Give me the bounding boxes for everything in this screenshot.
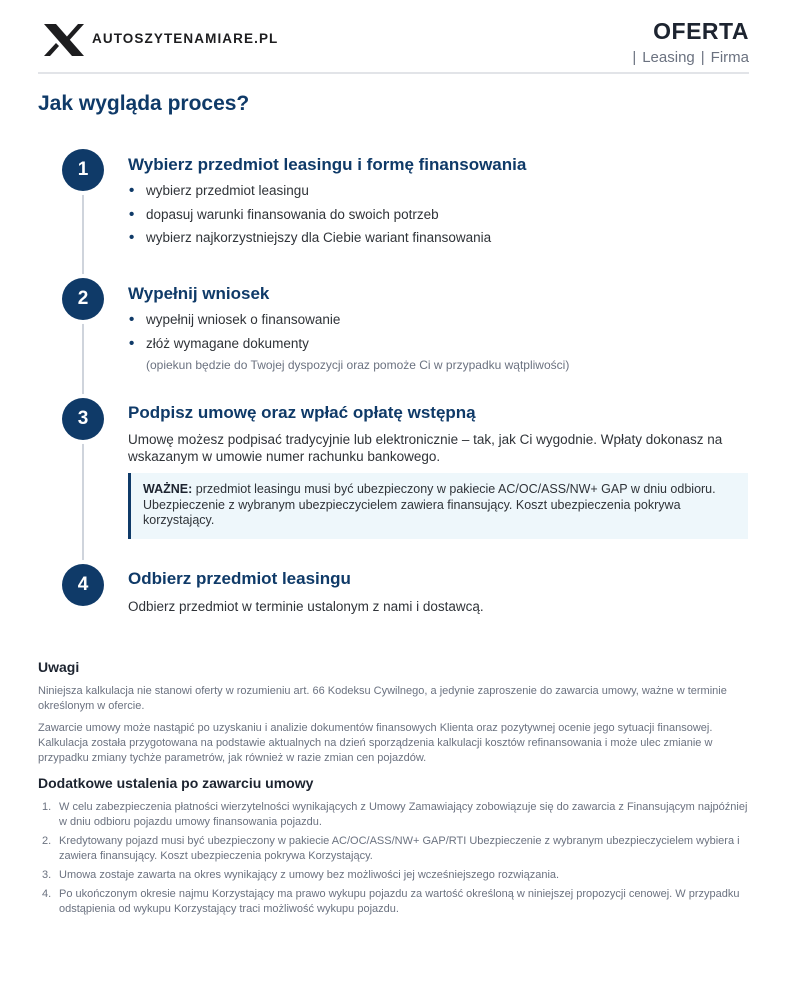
list-item-text: W celu zabezpieczenia płatności wierzytelności wynikających z Umowy Zamawiający zobowiązuje się do zawarcia z Finansującym najpóźniej w dniu odbioru pojazdu umowy finansowania pojazdu. [59,801,748,828]
offer-title: OFERTA [653,18,749,44]
remarks-paragraph-1: Niniejsza kalkulacja nie stanowi oferty w rozumieniu art. 66 Kodeksu Cywilnego, a jedynie zaproszenie do zawarcia umowy, ważne w terminie określonym w ofercie. [38,685,727,712]
step-1-number: 1 [62,149,104,191]
list-item-text: Umowa zostaje zawarta na okres wynikający z umowy bez możliwości jej wcześniejszego rozwiązania. [59,869,560,881]
list-item: • złóż wymagane dokumenty [128,334,340,358]
offer-type-firma: Firma [710,49,749,66]
list-item [38,834,748,864]
remarks-paragraph-2: Zawarcie umowy może nastąpić po uzyskaniu i analizie dokumentów finansowych Klienta oraz pozytywnej ocenie jego sytuacji finansowej. Kalkulacja została przygotowana na podstawie aktualnych na dzień sporządzenia kalkulacji kosztów refinansowania i może ulec zmianie w przypadku zmiany tychże parametrów, jak również w razie zmian cen pojazdów. [38,722,713,764]
list-item-number: 4. [42,888,52,900]
list-item-number: 2. [42,835,52,847]
offer-type-leasing: Leasing [642,49,695,66]
list-item: • wypełnij wniosek o finansowanie [128,310,340,334]
step-2-title: Wypełnij wniosek [128,284,270,303]
brand-name: AUTOSZYTENAMIARE.PL [92,31,279,46]
important-callout [128,473,748,539]
step-3-title: Podpisz umowę oraz wpłać opłatę wstępną [128,403,476,422]
step-4-text: Odbierz przedmiot w terminie ustalonym z nami i dostawcą. [128,599,484,614]
step-3-text: Umowę możesz podpisać tradycyjnie lub elektronicznie – tak, jak Ci wygodnie. Wpłaty dokonasz na wskazanym w umowie numer rachunku bankowego. [128,432,723,464]
remarks-title: Uwagi [38,659,80,675]
list-item [38,868,748,883]
process-title: Jak wygląda proces? [38,92,250,115]
additional-title: Dodatkowe ustalenia po zawarciu umowy [38,775,314,791]
list-item [38,800,748,830]
step-1-bullets [128,181,491,252]
list-item [38,887,748,917]
step-2-number: 2 [62,278,104,320]
callout-text: przedmiot leasingu musi być ubezpieczony w pakiecie AC/OC/ASS/NW+ GAP w dniu odbioru. Ubezpieczenie z wybranym ubezpieczycielem zawiera finansujący. Koszt ubezpieczenia pokrywa korzystający. [143,482,716,527]
step-1-title: Wybierz przedmiot leasingu i formę finansowania [128,155,527,174]
step-2-note: (opiekun będzie do Twojej dyspozycji oraz pomoże Ci w przypadku wątpliwości) [146,358,570,372]
step-2-bullets [128,310,340,357]
callout-label: WAŻNE: [143,482,193,496]
list-item: • wybierz najkorzystniejszy dla Ciebie wariant finansowania [128,228,491,252]
list-item-text: Po ukończonym okresie najmu Korzystający ma prawo wykupu pojazdu za wartość określoną w niniejszej propozycji cenowej. W przypadku odstąpienia od wykupu Korzystający traci możliwość wykupu pojazdu. [59,888,740,915]
list-item-number: 1. [42,801,52,813]
list-item-text: Kredytowany pojazd musi być ubezpieczony w pakiecie AC/OC/ASS/NW+ GAP/RTI Ubezpieczenie z wybranym ubezpieczycielem wybiera i zawiera finansujący. Koszt ubezpieczenia pokrywa Korzystający. [59,835,740,862]
step-4-title: Odbierz przedmiot leasingu [128,569,351,588]
page-header [38,0,749,74]
additional-list [38,800,748,921]
list-item: • dopasuj warunki finansowania do swoich potrzeb [128,205,491,229]
offer-subtitle: | Leasing | Firma [632,49,749,66]
brand-logo-x-icon [42,22,86,58]
step-4-number: 4 [62,564,104,606]
list-item: • wybierz przedmiot leasingu [128,181,491,205]
timeline-line [82,190,84,590]
step-3-number: 3 [62,398,104,440]
list-item-number: 3. [42,869,52,881]
